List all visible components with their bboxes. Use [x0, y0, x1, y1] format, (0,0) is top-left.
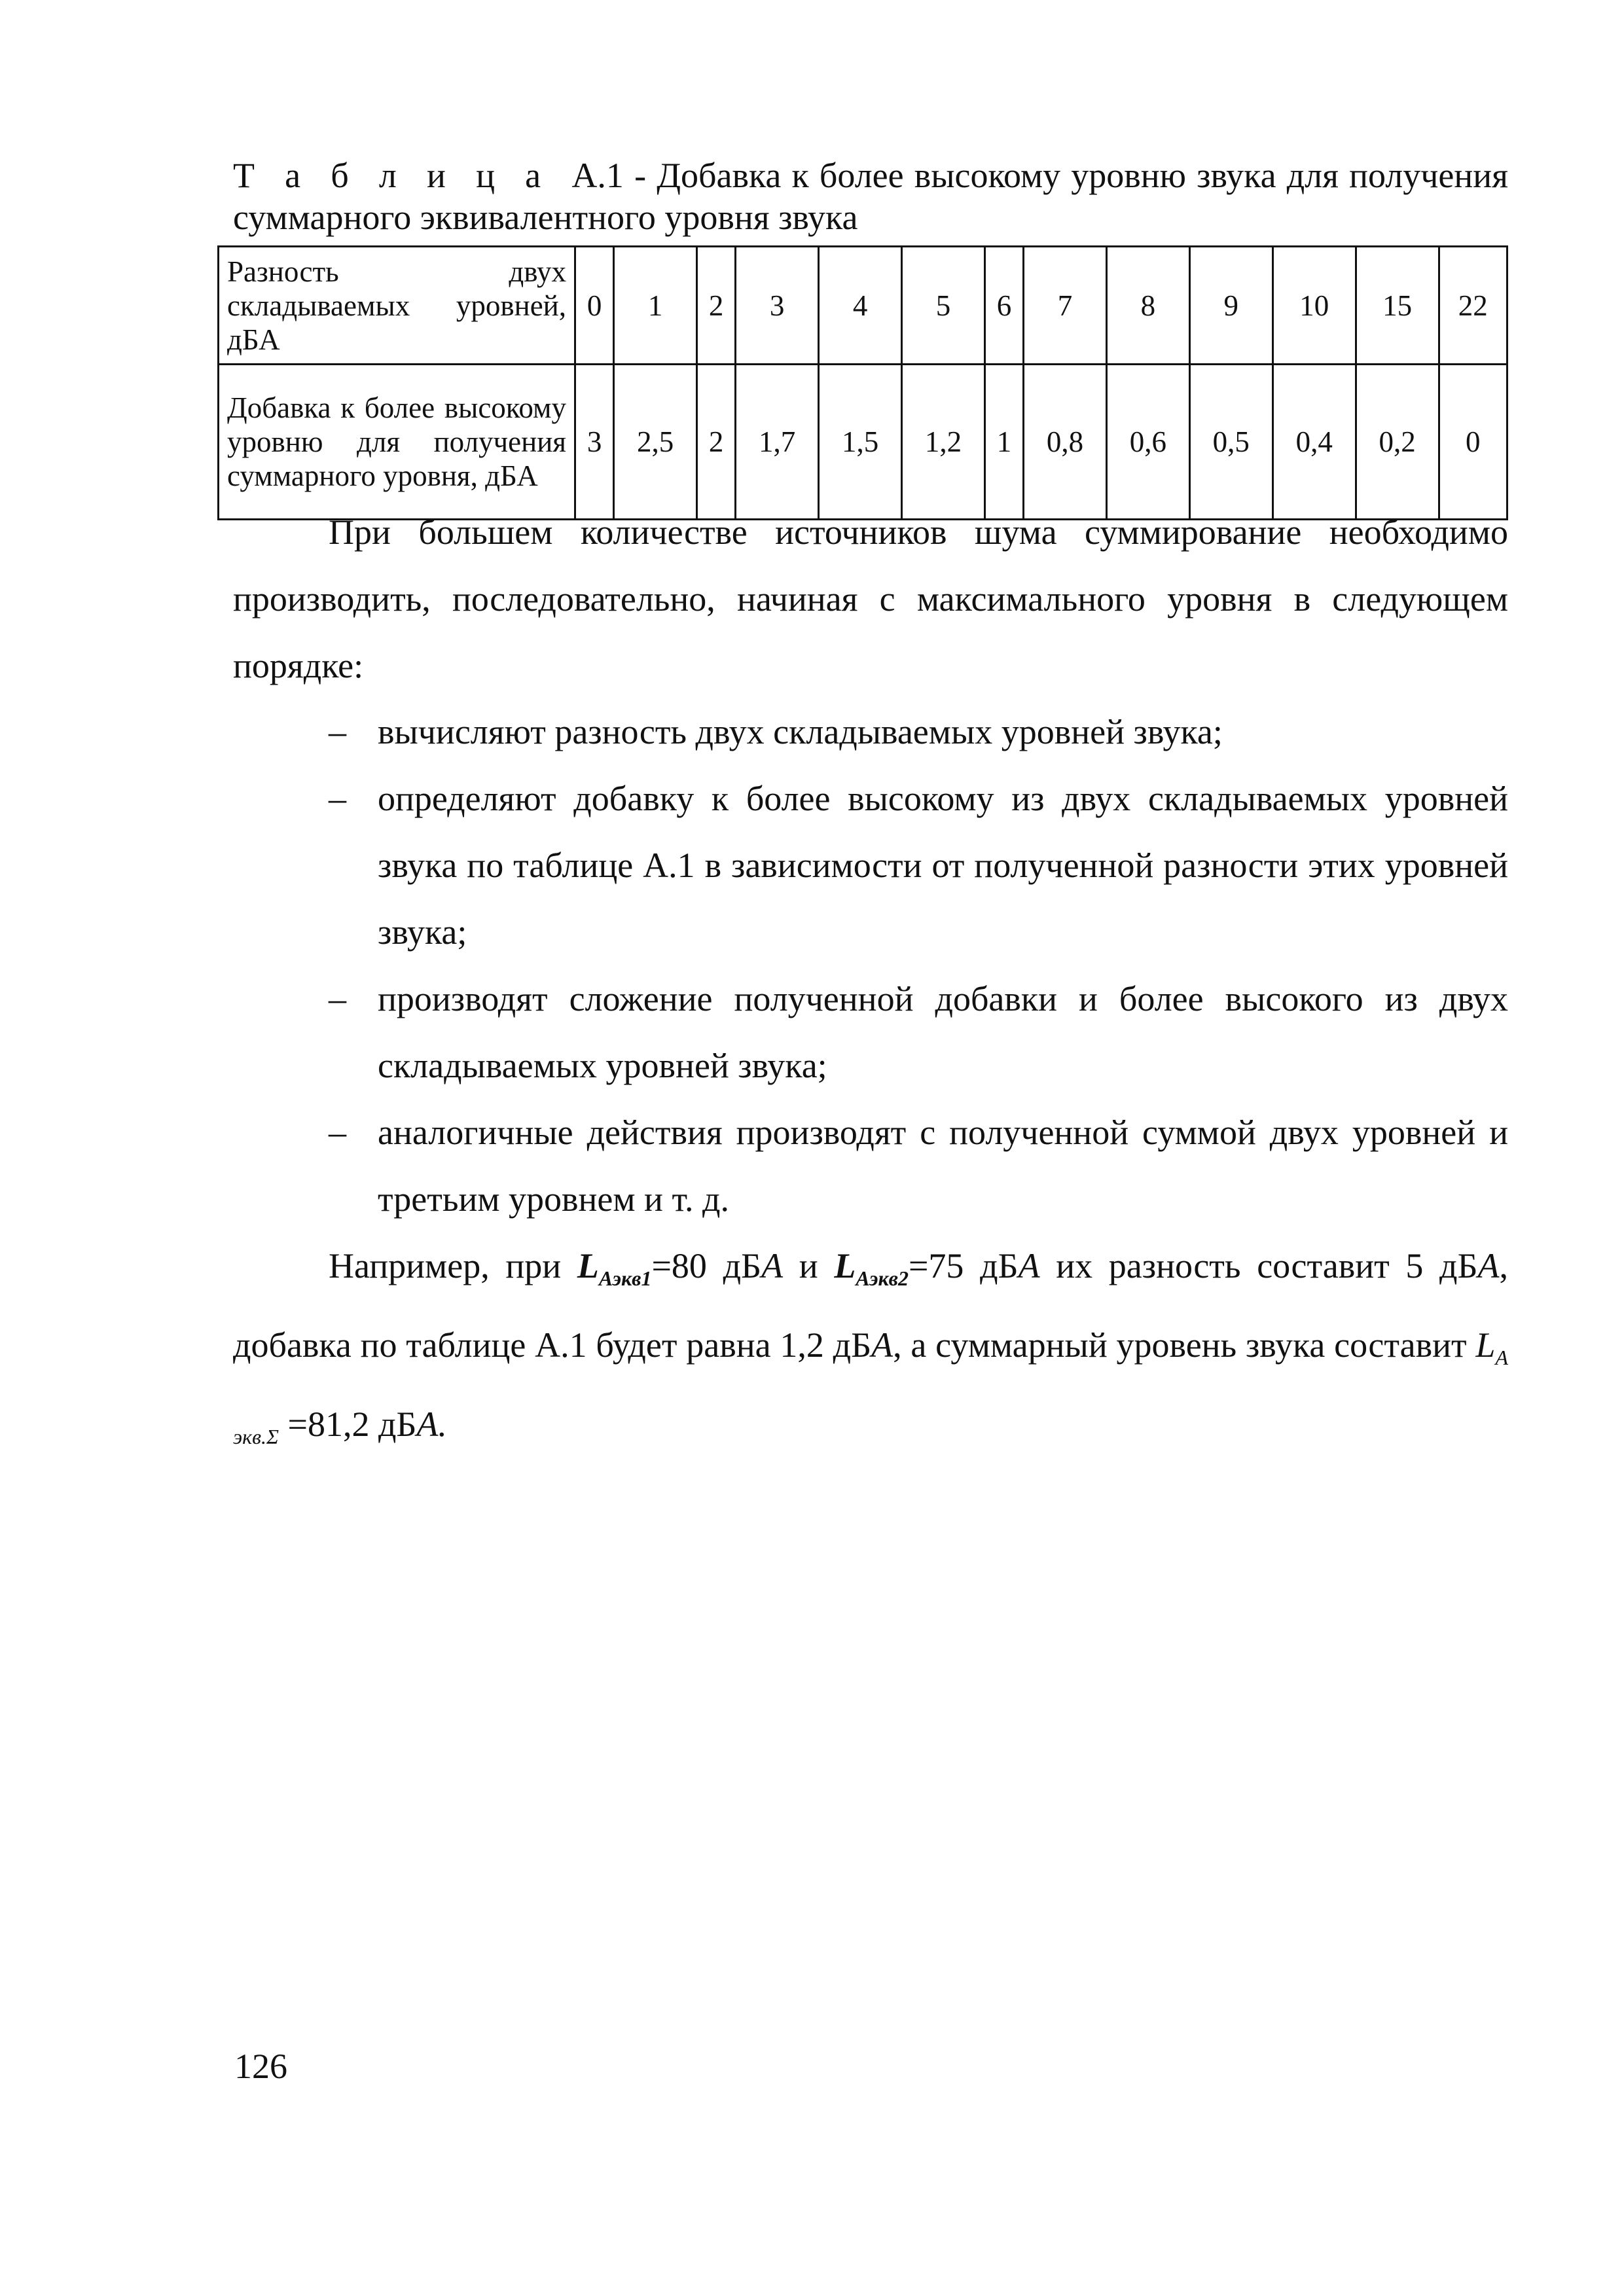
- paragraph-summation-order: При большем количестве источников шума суммирование необходимо производить, последовательно, начиная с максимального уровня в следующем порядке:: [233, 512, 1508, 685]
- table-cell: 5: [902, 247, 985, 365]
- table-cell: 1: [984, 365, 1023, 520]
- example-text: , а суммарный уровень звука составит: [893, 1325, 1476, 1365]
- unit-italic: А: [871, 1325, 893, 1365]
- table-cell: 10: [1272, 247, 1356, 365]
- list-item-text: производят сложение полученной добавки и более высокого из двух складываемых уровней звука;: [378, 979, 1508, 1085]
- example-text: и: [783, 1246, 835, 1285]
- example-text: =75 дБ: [908, 1246, 1019, 1285]
- variable-symbol: L: [577, 1246, 599, 1285]
- list-item-text: аналогичные действия производят с полученной суммой двух уровней и третьим уровнем и т. д.: [378, 1113, 1508, 1219]
- list-item: [233, 698, 1508, 765]
- steps-list: [233, 698, 1508, 1232]
- table-cell: 0,2: [1356, 365, 1439, 520]
- table-cell: 0: [1439, 365, 1507, 520]
- table-cell: 0,4: [1272, 365, 1356, 520]
- table-cell: 0,5: [1189, 365, 1272, 520]
- dash-marker: –: [329, 979, 346, 1018]
- table-cell: 2: [697, 365, 736, 520]
- dash-marker: –: [329, 779, 346, 818]
- table-cell: 2: [697, 247, 736, 365]
- table-cell: 22: [1439, 247, 1507, 365]
- variable-subscript: Аэкв2: [856, 1266, 909, 1290]
- table-cell: 7: [1024, 247, 1107, 365]
- unit-italic: А: [1018, 1246, 1040, 1285]
- table-cell: 2,5: [614, 365, 697, 520]
- table-cell: 0,6: [1106, 365, 1189, 520]
- example-text: =81,2 дБ: [278, 1404, 417, 1444]
- table-cell: 0,8: [1024, 365, 1107, 520]
- table-cell: 1,7: [736, 365, 819, 520]
- table-cell: 15: [1356, 247, 1439, 365]
- table-cell: 1: [614, 247, 697, 365]
- table-cell: 1,2: [902, 365, 985, 520]
- table-cell: 3: [736, 247, 819, 365]
- table-cell: 9: [1189, 247, 1272, 365]
- dash-marker: –: [329, 1113, 346, 1152]
- list-item: [233, 1099, 1508, 1232]
- table-cell: 3: [575, 365, 614, 520]
- unit-italic: А: [761, 1246, 784, 1285]
- example-text: =80 дБ: [651, 1246, 762, 1285]
- list-item-text: определяют добавку к более высокому из двух складываемых уровней звука по таблице А.1 в зависимости от полученной разности этих уровней звука;: [378, 779, 1508, 952]
- sound-level-addition-table: [217, 245, 1508, 520]
- table-cell: 1,5: [819, 365, 902, 520]
- row-header-addition: Добавка к более высокому уровню для получения суммарного уровня, дБА: [219, 365, 575, 520]
- caption-label: Т а б л и ц а: [233, 156, 551, 195]
- table-cell: 8: [1106, 247, 1189, 365]
- table-row: [219, 365, 1507, 520]
- example-text: их разность составит 5 дБ: [1039, 1246, 1478, 1285]
- unit-italic: А: [1477, 1246, 1500, 1285]
- caption-text: А.1 - Добавка к более высокому уровню звука для получения: [571, 156, 1509, 195]
- variable-subscript: А экв.Σ: [233, 1345, 1508, 1448]
- example-text: , добавка по таблице А.1 будет равна 1,2 дБ: [233, 1246, 1509, 1365]
- table-caption: [233, 154, 1508, 238]
- table-row: [219, 247, 1507, 365]
- page-number: 126: [234, 2047, 287, 2086]
- variable-laekv1: [577, 1246, 652, 1290]
- list-item-text: вычисляют разность двух складываемых уровней звука;: [378, 712, 1223, 751]
- table-cell: 4: [819, 247, 902, 365]
- variable-laekv2: [834, 1246, 909, 1290]
- table-cell: 6: [984, 247, 1023, 365]
- paragraph-example: [233, 1232, 1508, 1469]
- dash-marker: –: [329, 712, 346, 751]
- variable-symbol: L: [834, 1246, 856, 1285]
- unit-italic: А.: [416, 1404, 447, 1444]
- variable-subscript: Аэкв1: [598, 1266, 652, 1290]
- row-header-difference: Разность двух складываемых уровней, дБА: [219, 247, 575, 365]
- example-text: Например, при: [329, 1246, 577, 1285]
- list-item: [233, 965, 1508, 1099]
- list-item: [233, 765, 1508, 965]
- variable-symbol: L: [1475, 1325, 1496, 1365]
- table-cell: 0: [575, 247, 614, 365]
- caption-text-line2: суммарного эквивалентного уровня звука: [233, 198, 858, 237]
